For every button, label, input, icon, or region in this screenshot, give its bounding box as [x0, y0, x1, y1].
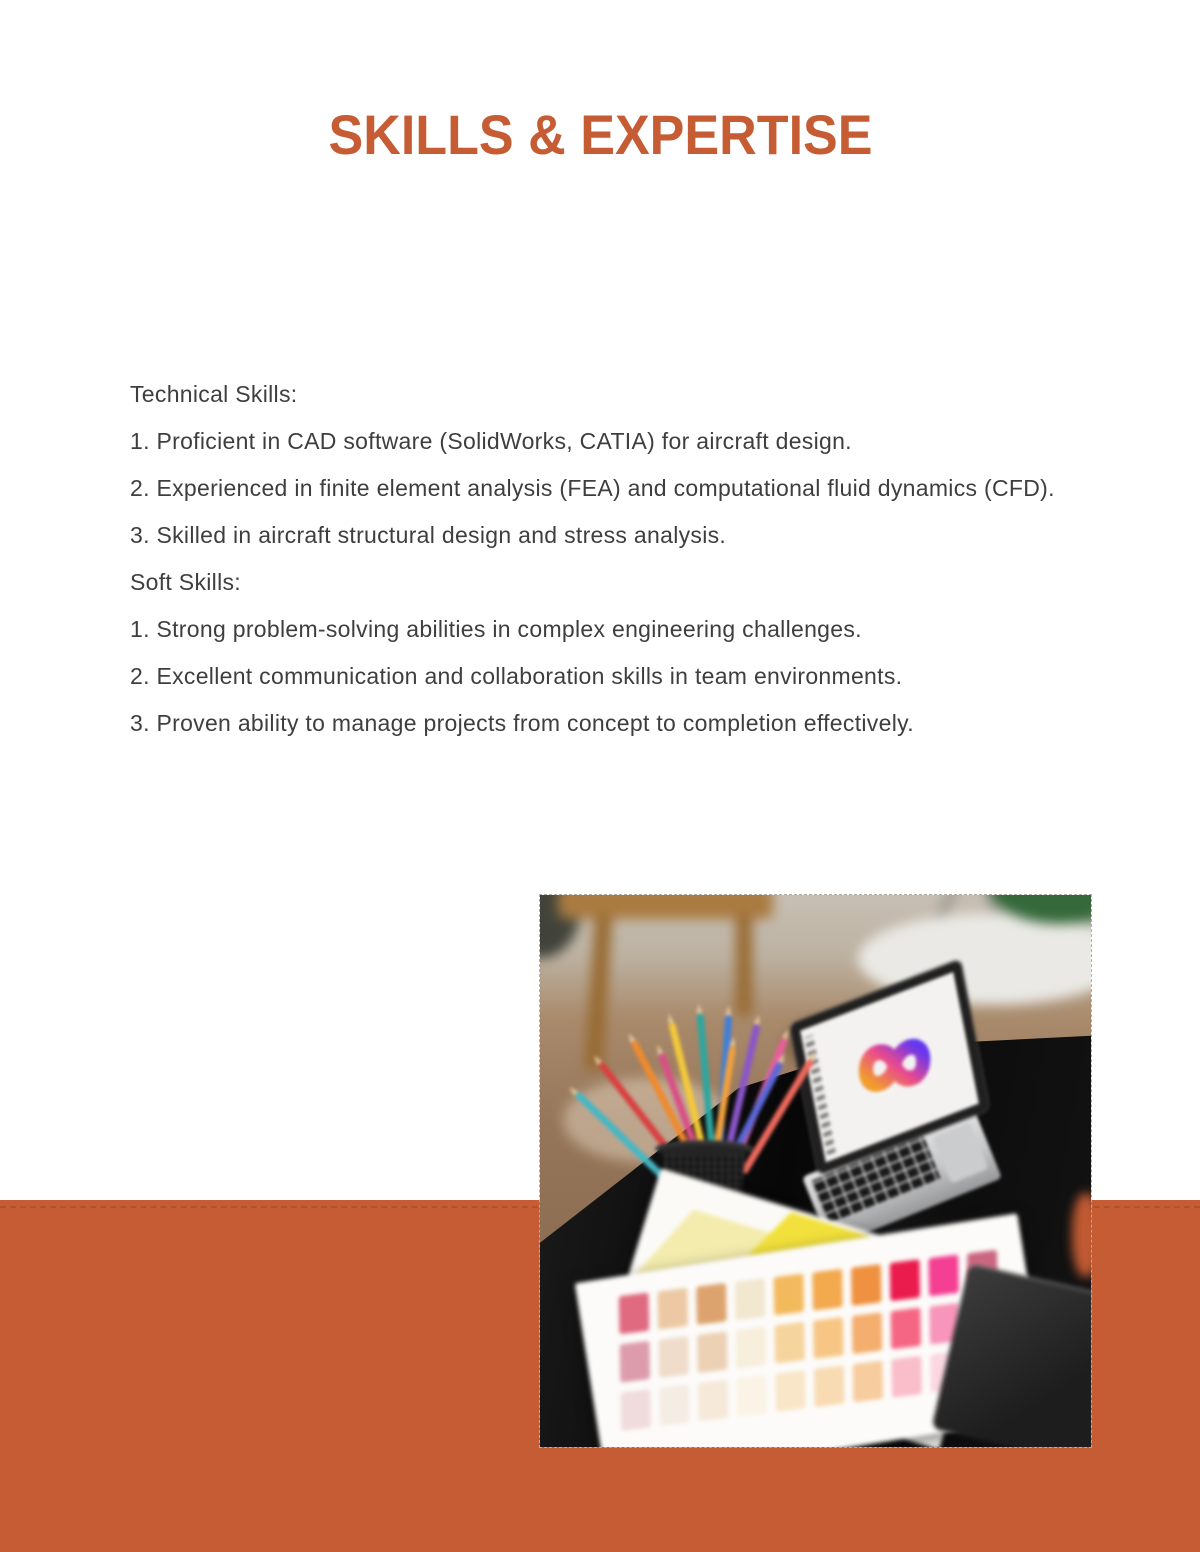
page-title [0, 102, 1200, 167]
color-swatch [658, 1336, 688, 1378]
technical-skill-item-1: 1. Proficient in CAD software (SolidWorks, CATIA) for aircraft design. [130, 428, 852, 454]
color-swatch [659, 1384, 689, 1426]
color-swatch [696, 1283, 726, 1325]
color-swatch [774, 1274, 804, 1316]
workspace-photo[interactable] [540, 895, 1091, 1447]
color-swatch [890, 1259, 920, 1301]
color-swatch [657, 1288, 687, 1330]
color-swatch [736, 1327, 766, 1369]
color-swatch [851, 1264, 881, 1306]
color-swatch [812, 1269, 842, 1311]
color-swatch [775, 1370, 805, 1412]
color-swatch [853, 1361, 883, 1403]
skills-text-block [130, 372, 1090, 748]
color-swatch [891, 1356, 921, 1398]
color-swatch [620, 1389, 650, 1431]
color-swatch [737, 1375, 767, 1417]
color-swatch [891, 1308, 921, 1350]
color-swatch [852, 1312, 882, 1354]
color-swatch [928, 1255, 958, 1297]
skills-heading-soft: Soft Skills: [130, 569, 241, 595]
color-swatch [697, 1331, 727, 1373]
soft-skill-item-3: 3. Proven ability to manage projects from concept to completion effectively. [130, 710, 914, 736]
soft-skill-item-2: 2. Excellent communication and collaboration skills in team environments. [130, 663, 903, 689]
soft-skill-item-1: 1. Strong problem-solving abilities in complex engineering challenges. [130, 616, 862, 642]
technical-skill-item-2: 2. Experienced in finite element analysis (FEA) and computational fluid dynamics (CFD). [130, 475, 1055, 501]
skills-heading-technical: Technical Skills: [130, 381, 298, 407]
color-swatch [619, 1293, 649, 1335]
technical-skill-item-3: 3. Skilled in aircraft structural design and stress analysis. [130, 522, 727, 548]
color-swatch [620, 1341, 650, 1383]
blurred-orange-object [1072, 1193, 1091, 1277]
color-swatch [814, 1365, 844, 1407]
color-swatch [698, 1380, 728, 1422]
color-swatch [735, 1278, 765, 1320]
color-swatch [774, 1322, 804, 1364]
color-swatch [813, 1317, 843, 1359]
page-title-text: SKILLS & EXPERTISE [327, 103, 873, 166]
